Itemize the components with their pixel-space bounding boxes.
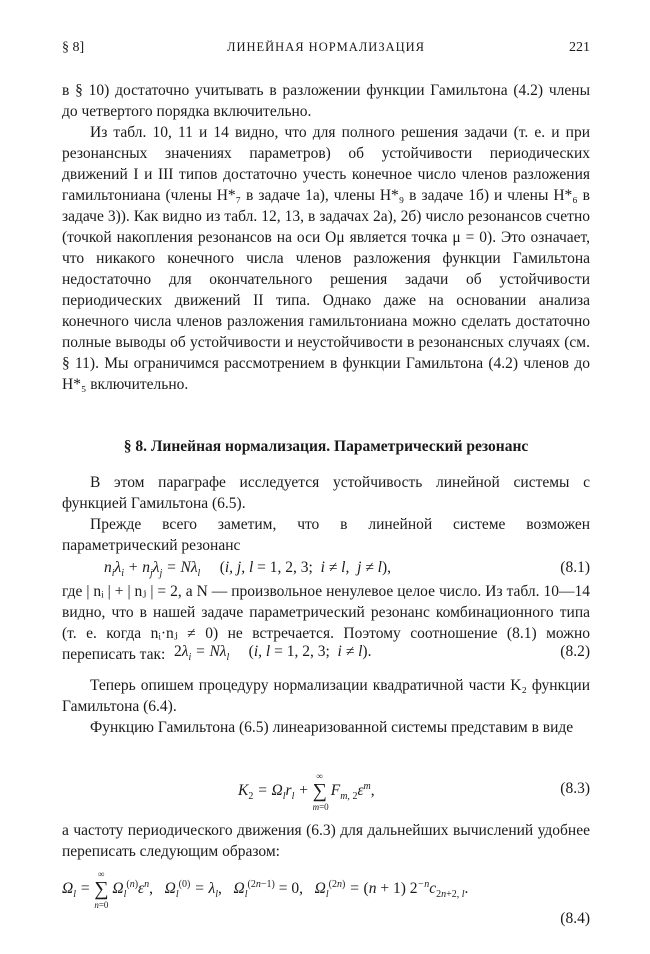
equation-number: (8.1) bbox=[560, 559, 590, 576]
equation-8-4-number bbox=[62, 910, 590, 934]
paragraph-4: Прежде всего заметим, что в линейной системе возможен параметрический резонанс bbox=[62, 516, 590, 554]
paragraph-stability bbox=[62, 122, 590, 395]
equation-number: (8.2) bbox=[560, 643, 590, 660]
paragraph-continuation bbox=[62, 80, 590, 122]
paragraph-1: в § 10) достаточно учитывать в разложении функции Гамильтона (4.2) члены до четвертого порядка включительно. bbox=[62, 82, 590, 120]
equation-8-4: $\Omega_l$ = ∑ ∞ n=0 $\Omega_l^{(n)}\varepsilon^n$, $\Omega_l^{(0)} = \lambda_l$, $\Omega_l^{(2n-1)} = 0$, $\Omega_l^{(2n)} = (n + 1)$ $2^{-n}c_{2n+2, l}$. bbox=[62, 869, 469, 910]
paragraph-8: а частоту периодического движения (6.3) для дальнейших вычислений удобнее переписать следующим образом: bbox=[62, 822, 590, 860]
equation-8-2: $2\lambda_i = N\lambda_l$ (i, l = 1, 2, 3; i ≠ l). (8.2) bbox=[174, 643, 590, 664]
paragraph-hamiltonian bbox=[62, 717, 590, 738]
paragraph-normalization bbox=[62, 675, 590, 717]
paragraph-2: Из табл. 10, 11 и 14 видно, что для полного решения задачи (т. е. и при резонансных значениях параметров) об устойчивости периодических движений I и III типов достаточно учесть конечное число членов разложения гамильтониана (члены H*₇ в задаче 1а), члены H*₉ в задаче 1б) и члены H*₆ в задаче 3)). Как видно из табл. 12, 13, в задачах 2а), 2б) число резонансов счетно (точкой накопления резонансов на оси Oμ является точка μ = 0). Это означает, что никакого конечного числа членов разложения функции Гамильтона недостаточно для окончательного решения задачи об устойчивости периодических движений II типа. Однако даже на основании анализа конечного числа членов разложения гамильтониана можно сделать достаточно полные выводы об устойчивости и неустойчивости в резонансных случаях (см. § 11). Мы ограничимся рассмотрением в функции Гамильтона (4.2) членов до H*₅ включительно. bbox=[62, 124, 590, 393]
paragraph-resonance bbox=[62, 514, 590, 556]
running-title: ЛИНЕЙНАЯ НОРМАЛИЗАЦИЯ bbox=[226, 40, 426, 54]
page-number: 221 bbox=[569, 40, 590, 55]
paragraph-5: где | nᵢ | + | nⱼ | = 2, а N — произвольное ненулевое целое число. Из табл. 10—14 видно, что в нашей задаче параметрический резонанс комбинационного типа (т. е. когда nᵢ·nⱼ ≠ 0) не встречается. Поэтому соотношение (8.1) можно переписать так: bbox=[62, 583, 590, 663]
paragraph-7: Функцию Гамильтона (6.5) линеаризованной системы представим в виде bbox=[90, 719, 574, 736]
equation-number: (8.4) bbox=[560, 910, 590, 927]
paragraph-6: Теперь опишем процедуру нормализации квадратичной части K₂ функции Гамильтона (6.4). bbox=[62, 677, 590, 715]
paragraph-intro bbox=[62, 472, 590, 514]
equation-8-1: $n_i\lambda_i + n_j\lambda_j = N\lambda_l$ (i, j, l = 1, 2, 3; i ≠ l, j ≠ l), (8.1) bbox=[104, 559, 590, 580]
section-heading: § 8. Линейная нормализация. Параметрический резонанс bbox=[123, 438, 529, 455]
paragraph-3: В этом параграфе исследуется устойчивость линейной системы с функцией Гамильтона (6.5). bbox=[62, 474, 590, 512]
section-marker: § 8] bbox=[62, 40, 85, 55]
equation-8-3: $K_2 = \Omega_lr_l$ + ∑ ∞ m=0 $F_{m, 2}\varepsilon^m$, (8.3) bbox=[238, 771, 590, 812]
running-header bbox=[62, 40, 590, 62]
paragraph-frequency bbox=[62, 820, 590, 862]
equation-number: (8.3) bbox=[560, 780, 590, 797]
